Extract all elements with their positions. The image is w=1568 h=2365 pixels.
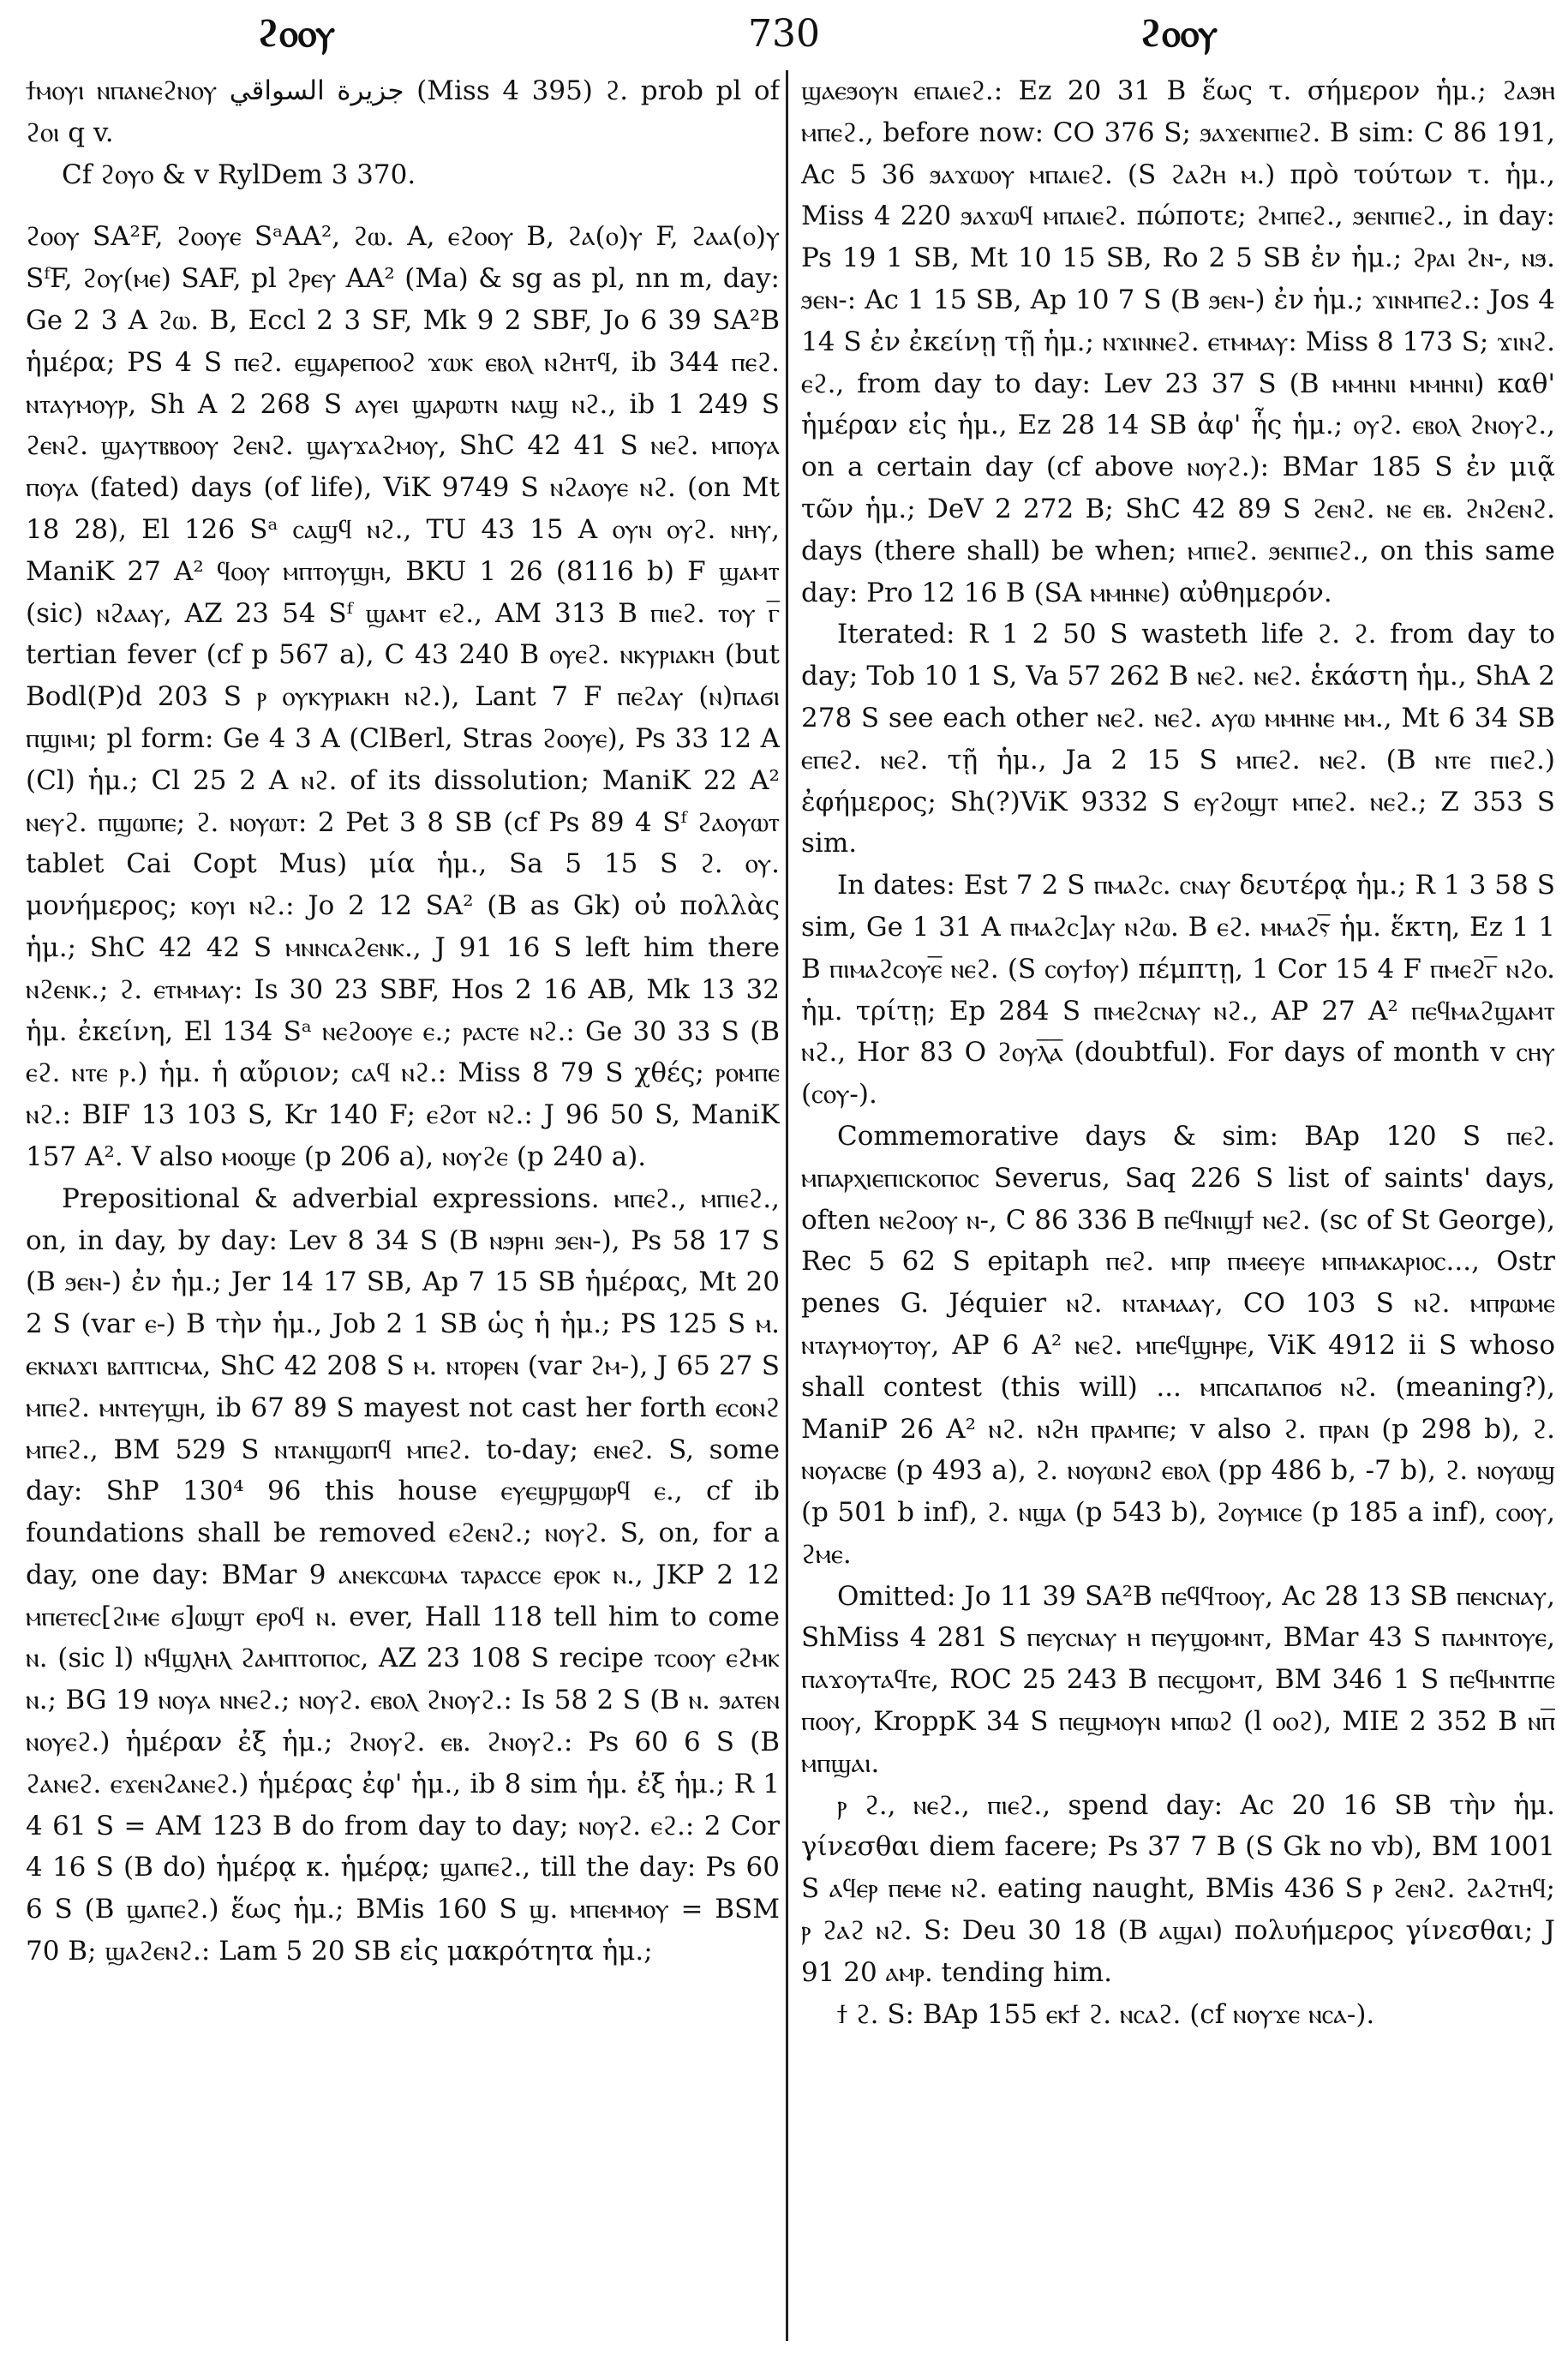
entry-paragraph: Prepositional & adverbial expressions. ⲙⲡⲉϩ., ⲙⲡⲓⲉϩ., on, in day, by day: Lev 8 34 S (B ⲛϧⲣⲏⲓ ϧⲉⲛ-), Ps 58 17 S (B ϧⲉⲛ-) ἐν ἡμ.; Jer 14 17 SB, Ap 7 15 SB ἡμέρας, Mt 20 2 S (var ⲉ-) B τὴν ἡμ., Job 2 1 SB ὡς ἡ ἡμ.; PS 125 S ⲙ. ⲉⲕⲛⲁϫⲓ ⲃⲁⲡⲧⲓⲥⲙⲁ, ShC 42 208 S ⲙ. ⲛⲧⲟⲣⲉⲛ (var ϩⲙ-), J 65 27 S ⲙⲡⲉϩ. ⲙⲛⲧⲉⲩϣⲏ, ib 67 89 S mayest not cast her forth ⲉⲥⲟⲛϩ ⲙⲡⲉϩ., BM 529 S ⲛⲧⲁⲛϣⲱⲡϥ ⲙⲡⲉϩ. to-day; ⲉⲛⲉϩ. S, some day: ShP 130⁴ 96 this house ⲉⲩⲉϣⲣϣⲱⲣϥ ⲉ., cf ib foundations shall be removed ⲉϩⲉⲛϩ.; ⲛⲟⲩϩ. S, on, for a day, one day: BMar 9 ⲁⲛⲉⲕⲥⲱⲙⲁ ⲧⲁⲣⲁⲥⲥⲉ ⲉⲣⲟⲕ ⲛ., JKP 2 12 ⲙⲡⲉⲧⲉⲥ[ϩⲓⲙⲉ ϭ]ⲱϣⲧ ⲉⲣⲟϥ ⲛ. ever, Hall 118 tell him to come ⲛ. (sic l) ⲛϥϣⲗⲏⲗ ϩⲁⲙⲡⲧⲟⲡⲟⲥ, AZ 23 108 S recipe ⲧⲥⲟⲟⲩ ⲉϩⲙⲕ ⲛ.; BG 19 ⲛⲟⲩⲁ ⲛⲛⲉϩ.; ⲛⲟⲩϩ. ⲉⲃⲟⲗ ϩⲛⲟⲩϩ.: Is 58 2 S (B ⲛ. ϧⲁⲧⲉⲛ ⲛⲟⲩⲉϩ.) ἡμέραν ἐξ ἡμ.; ϩⲛⲟⲩϩ. ⲉⲃ. ϩⲛⲟⲩϩ.: Ps 60 6 S (B ϩⲁⲛⲉϩ. ⲉϫⲉⲛϩⲁⲛⲉϩ.) ἡμέρας ἐφ' ἡμ., ib 8 sim ἡμ. ἐξ ἡμ.; R 1 4 61 S = AM 123 B do from day to day; ⲛⲟⲩϩ. ⲉϩ.: 2 Cor 4 16 S (B do) ἡμέρᾳ κ. ἡμέρᾳ; ϣⲁⲡⲉϩ., till the day: Ps 60 6 S (B ϣⲁⲡⲉϩ.) ἕως ἡμ.; BMis 160 S ϣ. ⲙⲡⲉⲙⲙⲟⲩ = BSM 70 B; ϣⲁϩⲉⲛϩ.: Lam 5 20 SB εἰς μακρότητα ἡμ.;	[26, 1182, 780, 1967]
entry-paragraph: ϩⲟⲟⲩ SA²F, ϩⲟⲟⲩⲉ SᵃAA², ϩⲱ. A, ⲉϩⲟⲟⲩ B, ϩⲁ(ⲟ)ⲩ F, ϩⲁⲁ(ⲟ)ⲩ SᶠF, ϩⲟⲩ(ⲙⲉ) SAF, pl ϩⲣⲉⲩ AA² (Ma) & sg as pl, nn m, day: Ge 2 3 A ϩⲱ. B, Eccl 2 3 SF, Mk 9 2 SBF, Jo 6 39 SA²B ἡμέρα; PS 4 S ⲡⲉϩ. ⲉϣⲁⲣⲉⲡⲟⲟϩ ϫⲱⲕ ⲉⲃⲟⲗ ⲛϩⲏⲧϥ, ib 344 ⲡⲉϩ. ⲛⲧⲁⲩⲙⲟⲩⲣ, Sh A 2 268 S ⲁⲩⲉⲓ ϣⲁⲣⲱⲧⲛ ⲛⲁϣ ⲛϩ., ib 1 249 S ϩⲉⲛϩ. ϣⲁⲩⲧⲃⲃⲟⲟⲩ ϩⲉⲛϩ. ϣⲁⲩϫⲁϩⲙⲟⲩ, ShC 42 41 S ⲛⲉϩ. ⲙⲡⲟⲩⲁ ⲡⲟⲩⲁ (fated) days (of life), ViK 9749 S ⲛϩⲁⲟⲩⲉ ⲛϩ. (on Mt 18 28), El 126 Sᵃ ⲥⲁϣϥ ⲛϩ., TU 43 15 A ⲟⲩⲛ ⲟⲩϩ. ⲛⲏⲩ, ManiK 27 A² ϥⲟⲟⲩ ⲙⲡⲧⲟⲩϣⲏ, BKU 1 26 (8116 b) F ϣⲁⲙⲧ (sic) ⲛϩⲁⲁⲩ, AZ 23 54 Sᶠ ϣⲁⲙⲧ ⲉϩ., AM 313 B ⲡⲓⲉϩ. ⲧⲟⲩ ⲅ̅ tertian fever (cf p 567 a), C 43 240 B ⲟⲩⲉϩ. ⲛⲕⲩⲣⲓⲁⲕⲏ (but Bodl(P)d 203 S ⲣ ⲟⲩⲕⲩⲣⲓⲁⲕⲏ ⲛϩ.), Lant 7 F ⲡⲉϩⲁⲩ (ⲛ)ⲡⲁϭⲓ ⲡϣⲓⲙⲓ; pl form: Ge 4 3 A (ClBerl, Stras ϩⲟⲟⲩⲉ), Ps 33 12 A (Cl) ἡμ.; Cl 25 2 A ⲛϩ. of its dissolution; ManiK 22 A² ⲛⲉⲩϩ. ⲡϣⲱⲡⲉ; ϩ. ⲛⲟⲩⲱⲧ: 2 Pet 3 8 SB (cf Ps 89 4 Sᶠ ϩⲁⲟⲩⲱⲧ tablet Cai Copt Mus) μία ἡμ., Sa 5 15 S ϩ. ⲟⲩ. μονήμερος; ⲕⲟⲩⲓ ⲛϩ.: Jo 2 12 SA² (B as Gk) οὐ πολλὰς ἡμ.; ShC 42 42 S ⲙⲛⲛⲥⲁϩⲉⲛⲕ., J 91 16 S left him there ⲛϩⲉⲛⲕ.; ϩ. ⲉⲧⲙⲙⲁⲩ: Is 30 23 SBF, Hos 2 16 AB, Mk 13 32 ἡμ. ἐκείνη, El 134 Sᵃ ⲛⲉϩⲟⲟⲩⲉ ⲉ.; ⲣⲁⲥⲧⲉ ⲛϩ.: Ge 30 33 S (B ⲉϩ. ⲛⲧⲉ ⲣ.) ἡμ. ἡ αὔριον; ⲥⲁϥ ⲛϩ.: Miss 8 79 S χθές; ⲣⲟⲙⲡⲉ ⲛϩ.: BIF 13 103 S, Kr 140 F; ⲉϩⲟⲧ ⲛϩ.: J 96 50 S, ManiK 157 A². V also ⲙⲟⲟϣⲉ (p 206 a), ⲛⲟⲩϩⲉ (p 240 a).	[26, 221, 780, 1172]
entry-paragraph: Commemorative days & sim: BAp 120 S ⲡⲉϩ. ⲙⲡⲁⲣⲭⲓⲉⲡⲓⲥⲕⲟⲡⲟⲥ Severus, Saq 226 S list of saints' days, often ⲛⲉϩⲟⲟⲩ ⲛ-, C 86 336 B ⲡⲉϥⲛⲓϣϯ ⲛⲉϩ. (sc of St George), Rec 5 62 S epitaph ⲡⲉϩ. ⲙⲡⲣ ⲡⲙⲉⲉⲩⲉ ⲙⲡⲙⲁⲕⲁⲣⲓⲟⲥ..., Ostr penes G. Jéquier ⲛϩ. ⲛⲧⲁⲙⲁⲁⲩ, CO 103 S ⲛϩ. ⲙⲡⲣⲱⲙⲉ ⲛⲧⲁⲩⲙⲟⲩⲧⲟⲩ, AP 6 A² ⲛⲉϩ. ⲙⲡⲉϥϣⲏⲣⲉ, ViK 4912 ii S whoso shall contest (this will) ... ⲙⲡⲥⲁⲡⲁⲡⲟϭ ⲛϩ. (meaning?), ManiP 26 A² ⲛϩ. ⲛϩⲏ ⲡⲣⲁⲙⲡⲉ; v also ϩ. ⲡⲣⲁⲛ (p 298 b), ϩ. ⲛⲟⲩⲁⲥⲃⲉ (p 493 a), ϩ. ⲛⲟⲩⲱⲛϩ ⲉⲃⲟⲗ (pp 486 b, -7 b), ϩ. ⲛⲟⲩⲱϣ (p 501 b inf), ϩ. ⲛϣⲁ (p 543 b), ϩⲟⲩⲙⲓⲥⲉ (p 185 a inf), ⲥⲟⲟⲩ, ϩⲙⲉ.	[801, 1120, 1555, 1570]
column-divider	[786, 70, 788, 2341]
page-header	[34, 12, 1534, 72]
page-number: 730	[748, 12, 820, 56]
entry-paragraph: ϣⲁⲉϧⲟⲩⲛ ⲉⲡⲁⲓⲉϩ.: Ez 20 31 B ἕως τ. σήμερον ἡμ.; ϩⲁϧⲏ ⲙⲡⲉϩ., before now: CO 376 S; ϧⲁϫⲉⲛⲡⲓⲉϩ. B sim: C 86 191, Ac 5 36 ϧⲁϫⲱⲟⲩ ⲙⲡⲁⲓⲉϩ. (S ϩⲁϩⲏ ⲙ.) πρὸ τούτων τ. ἡμ., Miss 4 220 ϧⲁϫⲱϥ ⲙⲡⲁⲓⲉϩ. πώποτε; ϩⲙⲡⲉϩ., ϧⲉⲛⲡⲓⲉϩ., in day: Ps 19 1 SB, Mt 10 15 SB, Ro 2 5 SB ἐν ἡμ.; ϩⲣⲁⲓ ϩⲛ-, ⲛϧ. ϧⲉⲛ-: Ac 1 15 SB, Ap 10 7 S (B ϧⲉⲛ-) ἐν ἡμ.; ϫⲓⲛⲙⲡⲉϩ.: Jos 4 14 S ἐν ἐκείνῃ τῇ ἡμ.; ⲛϫⲓⲛⲛⲉϩ. ⲉⲧⲙⲙⲁⲩ: Miss 8 173 S; ϫⲓⲛϩ. ⲉϩ., from day to day: Lev 23 37 S (B ⲙⲙⲏⲛⲓ ⲙⲙⲏⲛⲓ) καθ' ἡμέραν εἰς ἡμ., Ez 28 14 SB ἀφ' ἧς ἡμ.; ⲟⲩϩ. ⲉⲃⲟⲗ ϩⲛⲟⲩϩ., on a certain day (cf above ⲛⲟⲩϩ.): BMar 185 S ἐν μιᾷ τῶν ἡμ.; DeV 2 272 B; ShC 42 89 S ϩⲉⲛϩ. ⲛⲉ ⲉⲃ. ϩⲛϩⲉⲛϩ. days (there shall) be when; ⲙⲡⲓⲉϩ. ϧⲉⲛⲡⲓⲉϩ., on this same day: Pro 12 16 B (SA ⲙⲙⲏⲛⲉ) αὐθημερόν.	[801, 75, 1555, 608]
entry-paragraph: In dates: Est 7 2 S ⲡⲙⲁϩⲥ. ⲥⲛⲁⲩ δευτέρᾳ ἡμ.; R 1 3 58 S sim, Ge 1 31 A ⲡⲙⲁϩⲥ]ⲁⲩ ⲛϩⲱ. B ⲉϩ. ⲙⲙⲁϩⲋ̅ ἡμ. ἕκτη, Ez 1 1 B ⲡⲓⲙⲁϩⲥⲟⲩⲉ̅ ⲛⲉϩ. (S ⲥⲟⲩϯⲟⲩ) πέμπτῃ, 1 Cor 15 4 F ⲡⲙⲉϩⲅ̅ ⲛϩⲟ. ἡμ. τρίτῃ; Ep 284 S ⲡⲙⲉϩⲥⲛⲁⲩ ⲛϩ., AP 27 A² ⲡⲉϥⲙⲁϩϣⲁⲙⲧ ⲛϩ., Hor 83 O ϩⲟⲩⲗ̅ⲁ̅ (doubtful). For days of month v ⲥⲏⲩ (ⲥⲟⲩ-).	[801, 870, 1555, 1111]
entry-paragraph: ⲣ ϩ., ⲛⲉϩ., ⲡⲓⲉϩ., spend day: Ac 20 16 SB τὴν ἡμ. γίνεσθαι diem facere; Ps 37 7 B (S Gk no vb), BM 1001 S ⲁϥⲉⲣ ⲡⲉⲙⲉ ⲛϩ. eating naught, BMis 436 S ⲣ ϩⲉⲛϩ. ϩⲁϩⲧⲏϥ; ⲣ ϩⲁϩ ⲛϩ. S: Deu 30 18 (B ⲁϣⲁⲓ) πολυήμερος γίνεσθαι; J 91 20 ⲁⲙⲣ. tending him.	[801, 1789, 1555, 1988]
entry-paragraph: Omitted: Jo 11 39 SA²B ⲡⲉϥϥⲧⲟⲟⲩ, Ac 28 13 SB ⲡⲉⲛⲥⲛⲁⲩ, ShMiss 4 281 S ⲡⲉⲩⲥⲛⲁⲩ ⲏ ⲡⲉⲩϣⲟⲙⲛⲧ, BMar 43 S ⲡⲁⲙⲛⲧⲟⲩⲉ, ⲡⲁϫⲟⲩⲧⲁϥⲧⲉ, ROC 25 243 B ⲡⲉⲥϣⲟⲙⲧ, BM 346 1 S ⲡⲉϥⲙⲛⲧⲡⲉ ⲡⲟⲟⲩ, KroppK 34 S ⲡⲉϣⲙⲟⲩⲛ ⲙⲡⲱϩ (l ⲟⲟϩ), MIE 2 352 B ⲛⲡ̅ ⲙⲡϣⲁⲓ.	[801, 1580, 1555, 1779]
running-head-right: ϩⲟⲟⲩ	[1140, 12, 1218, 56]
right-column	[801, 70, 1555, 2350]
entry-paragraph: ϯⲙⲟⲩⲓ ⲛⲡⲁⲛⲉϩⲛⲟⲩ جزيرة السواقي (Miss 4 395) ϩ. prob pl of ϩⲟⲓ q v.	[26, 75, 780, 148]
entry-paragraph: Cf ϩⲟⲩⲟ & v RylDem 3 370.	[62, 159, 416, 190]
running-head-left: ϩⲟⲟⲩ	[257, 12, 335, 56]
entry-paragraph: Iterated: R 1 2 50 S wasteth life ϩ. ϩ. from day to day; Tob 10 1 S, Va 57 262 B ⲛⲉϩ. ⲛⲉϩ. ἑκάστη ἡμ., ShA 2 278 S see each other ⲛⲉϩ. ⲛⲉϩ. ⲁⲩⲱ ⲙⲙⲏⲛⲉ ⲙⲙ., Mt 6 34 SB ⲉⲡⲉϩ. ⲛⲉϩ. τῇ ἡμ., Ja 2 15 S ⲙⲡⲉϩ. ⲛⲉϩ. (B ⲛⲧⲉ ⲡⲓⲉϩ.) ἐφήμερος; Sh(?)ViK 9332 S ⲉⲩϩⲟϣⲧ ⲙⲡⲉϩ. ⲛⲉϩ.; Z 353 S sim.	[801, 619, 1555, 859]
left-column	[26, 70, 780, 2350]
entry-paragraph: ϯ ϩ. S: BAp 155 ⲉⲕϯ ϩ. ⲛⲥⲁϩ. (cf ⲛⲟⲩϫⲉ ⲛⲥⲁ-).	[837, 1998, 1375, 2030]
